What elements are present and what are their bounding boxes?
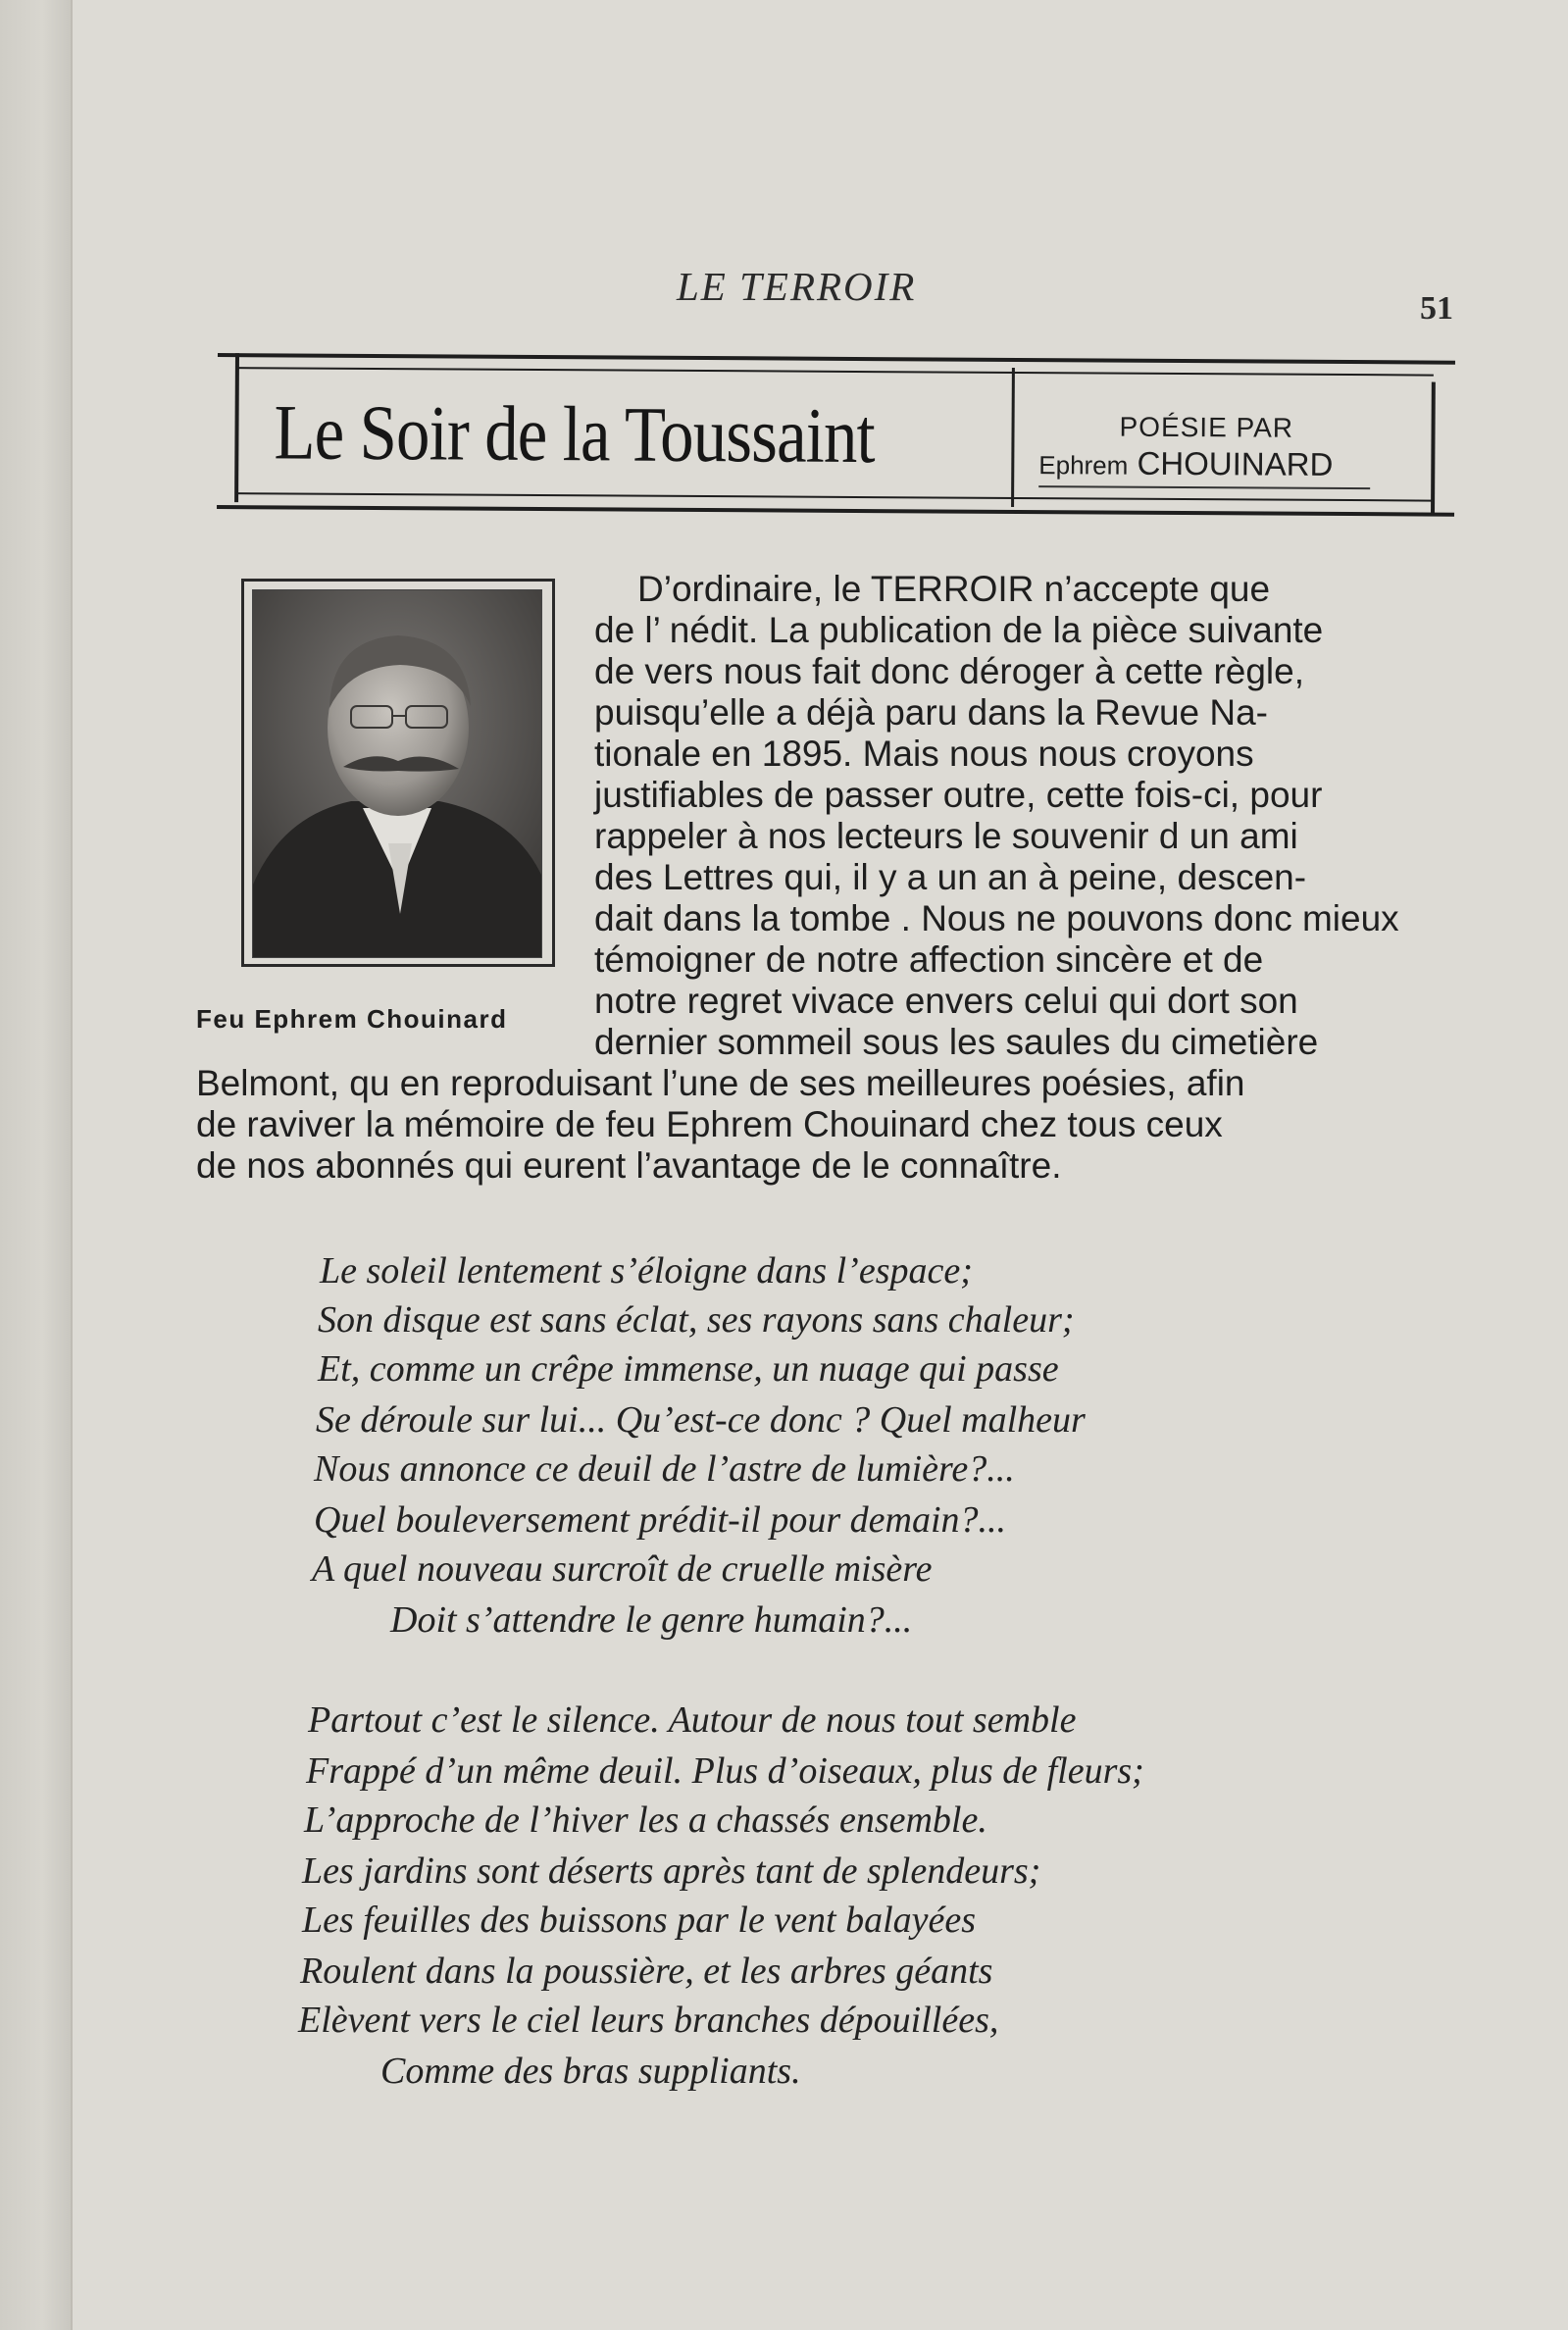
intro-line: dait dans la tombe . Nous ne pouvons donc mieux [594,898,1399,938]
intro-line: Belmont, qu en reproduisant l’une de ses meilleures poésies, afin [196,1063,1245,1103]
portrait-photo [252,589,542,958]
portrait-illustration [253,590,541,957]
verse-line: Les feuilles des buissons par le vent balayées [302,1899,977,1941]
verse-line: Son disque est sans éclat, ses rayons sans chaleur; [318,1299,1075,1341]
intro-line: tionale en 1895. Mais nous nous croyons [594,734,1254,774]
intro-line: de raviver la mémoire de feu Ephrem Chouinard chez tous ceux [196,1104,1223,1144]
byline-label: POÉSIE PAR [1119,411,1294,443]
portrait-frame [241,579,555,967]
title-box-rule [236,492,1433,501]
verse-line: L’approche de l’hiver les a chassés ensemble. [304,1799,987,1841]
title-box [217,353,1455,518]
verse-line: Le soleil lentement s’éloigne dans l’espace; [320,1250,973,1292]
byline-first-name: Ephrem [1038,450,1129,481]
verse-line: Les jardins sont déserts après tant de splendeurs; [302,1850,1041,1892]
intro-line: justifiables de passer outre, cette fois-ci, pour [594,775,1323,815]
title-box-rule [234,353,239,502]
verse-line: Se déroule sur lui... Qu’est-ce donc ? Quel malheur [316,1399,1086,1441]
intro-line: puisqu’elle a déjà paru dans la Revue Na- [594,692,1268,733]
intro-line: rappeler à nos lecteurs le souvenir d un ami [594,816,1298,856]
intro-line: D’ordinaire, le TERROIR n’accepte que [637,569,1271,609]
title-box-divider [1011,368,1015,507]
verse-line: A quel nouveau surcroît de cruelle misère [312,1548,933,1590]
intro-line: de nos abonnés qui eurent l’avantage de le connaître. [196,1145,1062,1186]
intro-line: des Lettres qui, il y a un an à peine, descen- [594,857,1307,897]
intro-line: de vers nous fait donc déroger à cette règle, [594,651,1304,691]
title-box-rule [1431,382,1436,516]
intro-line: notre regret vivace envers celui qui dort son [594,981,1298,1021]
book-gutter [0,0,73,2330]
portrait-caption: Feu Ephrem Chouinard [196,1004,508,1034]
running-head: LE TERROIR [677,264,917,309]
verse-line: Quel bouleversement prédit-il pour demain?... [314,1499,1007,1541]
verse-line: Partout c’est le silence. Autour de nous tout semble [308,1699,1077,1741]
title-box-rule [237,367,1434,376]
intro-line: dernier sommeil sous les saules du cimetière [594,1022,1319,1062]
poem-title: Le Soir de la Toussaint [274,389,876,481]
verse-line: Et, comme un crêpe immense, un nuage qui passe [318,1348,1059,1390]
page-number: 51 [1420,290,1453,327]
verse-line: Nous annonce ce deuil de l’astre de lumière?... [314,1448,1015,1490]
intro-line: de l’ nédit. La publication de la pièce suivante [594,610,1324,650]
byline-author [1038,444,1333,483]
intro-line: témoigner de notre affection sincère et de [594,939,1264,980]
verse-line: Elèvent vers le ciel leurs branches dépouillées, [298,2000,999,2041]
verse-line: Doit s’attendre le genre humain?... [390,1599,913,1641]
verse-line: Roulent dans la poussière, et les arbres géants [300,1950,993,1992]
byline-last-name: CHOUINARD [1137,444,1334,482]
verse-line: Comme des bras suppliants. [380,2051,801,2092]
verse-line: Frappé d’un même deuil. Plus d’oiseaux, plus de fleurs; [306,1750,1144,1792]
byline-underline [1038,485,1370,489]
